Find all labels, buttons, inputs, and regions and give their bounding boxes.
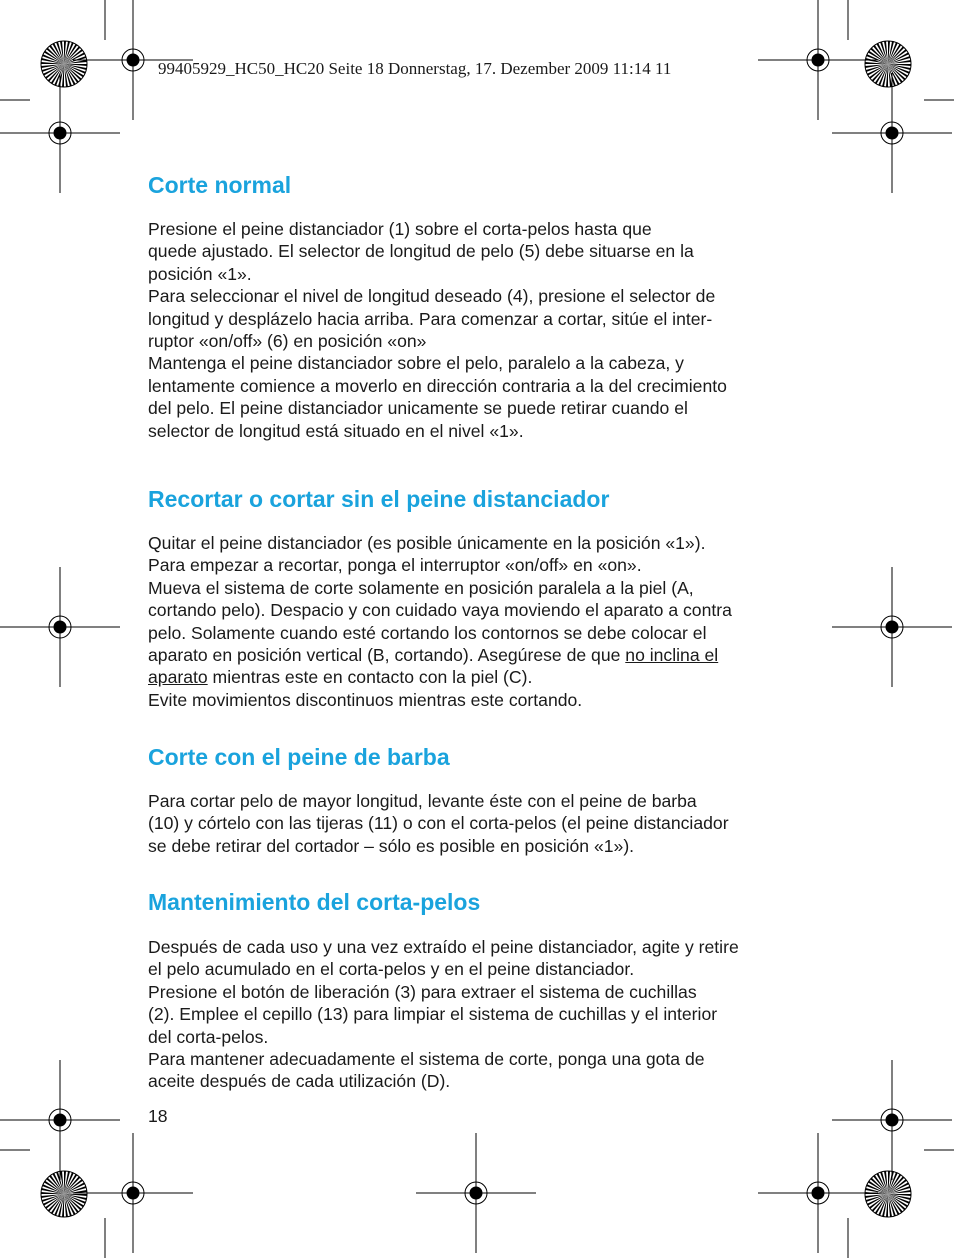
heading-mantenimiento: Mantenimiento del corta-pelos	[148, 889, 481, 915]
text-line: quede ajustado. El selector de longitud de pelo (5) debe situarse en la	[148, 241, 694, 262]
registration-mark	[758, 1133, 878, 1253]
heading-corte-normal: Corte normal	[148, 172, 292, 198]
paragraph-corte-barba	[148, 790, 729, 857]
heading-corte-barba: Corte con el peine de barba	[148, 744, 450, 770]
text-line: longitud y desplázelo hacia arriba. Para comenzar a cortar, sitúe el inter-	[148, 308, 713, 329]
text-line: ruptor «on/off» (6) en posición «on»	[148, 331, 427, 352]
text-line: del corta-pelos.	[148, 1026, 269, 1047]
registration-mark	[0, 1060, 120, 1180]
star-target-mark	[41, 41, 87, 87]
registration-mark	[832, 567, 952, 687]
text-segment: aparato en posición vertical (B, cortando). Asegúrese de que	[148, 645, 626, 666]
registration-mark	[832, 1060, 952, 1180]
underlined-text: aparato	[148, 667, 208, 688]
text-line: Para seleccionar el nivel de longitud deseado (4), presione el selector de	[148, 286, 716, 307]
paragraph-recortar	[148, 532, 732, 711]
text-line: selector de longitud está situado en el nivel «1».	[148, 420, 524, 441]
text-line	[148, 666, 732, 688]
star-target-mark	[865, 41, 911, 87]
star-target-mark	[865, 1171, 911, 1217]
text-line: Para empezar a recortar, ponga el interruptor «on/off» en «on».	[148, 555, 642, 576]
paragraph-corte-normal	[148, 218, 727, 442]
text-line	[148, 644, 732, 666]
text-line: aceite después de cada utilización (D).	[148, 1071, 451, 1092]
underlined-text: no inclina el	[625, 645, 719, 666]
print-slug: 99405929_HC50_HC20 Seite 18 Donnerstag, 17. Dezember 2009 11:14 11	[158, 59, 672, 78]
text-line: Presione el peine distanciador (1) sobre el corta-pelos hasta que	[148, 219, 652, 239]
text-line: del pelo. El peine distanciador unicamente se puede retirar cuando el	[148, 398, 688, 419]
text-line: Para cortar pelo de mayor longitud, levante éste con el peine de barba	[148, 791, 697, 811]
text-line: Evite movimientos discontinuos mientras este cortando.	[148, 689, 583, 710]
text-line: Mueva el sistema de corte solamente en posición paralela a la piel (A,	[148, 577, 694, 598]
text-line: posición «1».	[148, 263, 252, 284]
registration-mark	[832, 73, 952, 193]
registration-mark	[758, 0, 878, 120]
text-line: se debe retirar del cortador – sólo es posible en posición «1»).	[148, 835, 635, 856]
text-line: (2). Emplee el cepillo (13) para limpiar el sistema de cuchillas y el interior	[148, 1004, 718, 1025]
paragraph-mantenimiento	[148, 936, 739, 1093]
text-line: Después de cada uso y una vez extraído el peine distanciador, agite y retire	[148, 937, 739, 957]
registration-mark	[0, 73, 120, 193]
text-line: el pelo acumulado en el corta-pelos y en el peine distanciador.	[148, 959, 635, 980]
text-line: Quitar el peine distanciador (es posible únicamente en la posición «1»).	[148, 533, 706, 553]
text-line: cortando pelo). Despacio y con cuidado vaya moviendo el aparato a contra	[148, 600, 732, 621]
text-line: pelo. Solamente cuando esté cortando los contornos se debe colocar el	[148, 622, 707, 643]
page-number: 18	[148, 1106, 168, 1126]
registration-mark	[416, 1133, 536, 1253]
star-target-mark	[41, 1171, 87, 1217]
heading-recortar: Recortar o cortar sin el peine distanciador	[148, 486, 610, 512]
text-line: Mantenga el peine distanciador sobre el pelo, paralelo a la cabeza, y	[148, 353, 684, 374]
registration-mark	[0, 567, 120, 687]
text-line: (10) y córtelo con las tijeras (11) o con el corta-pelos (el peine distanciador	[148, 813, 729, 834]
text-line: Presione el botón de liberación (3) para extraer el sistema de cuchillas	[148, 981, 697, 1002]
text-line: Para mantener adecuadamente el sistema de corte, ponga una gota de	[148, 1049, 705, 1070]
text-segment: mientras este en contacto con la piel (C).	[207, 667, 533, 688]
text-line: lentamente comience a moverlo en dirección contraria a la del crecimiento	[148, 375, 727, 396]
registration-mark	[73, 1133, 193, 1253]
